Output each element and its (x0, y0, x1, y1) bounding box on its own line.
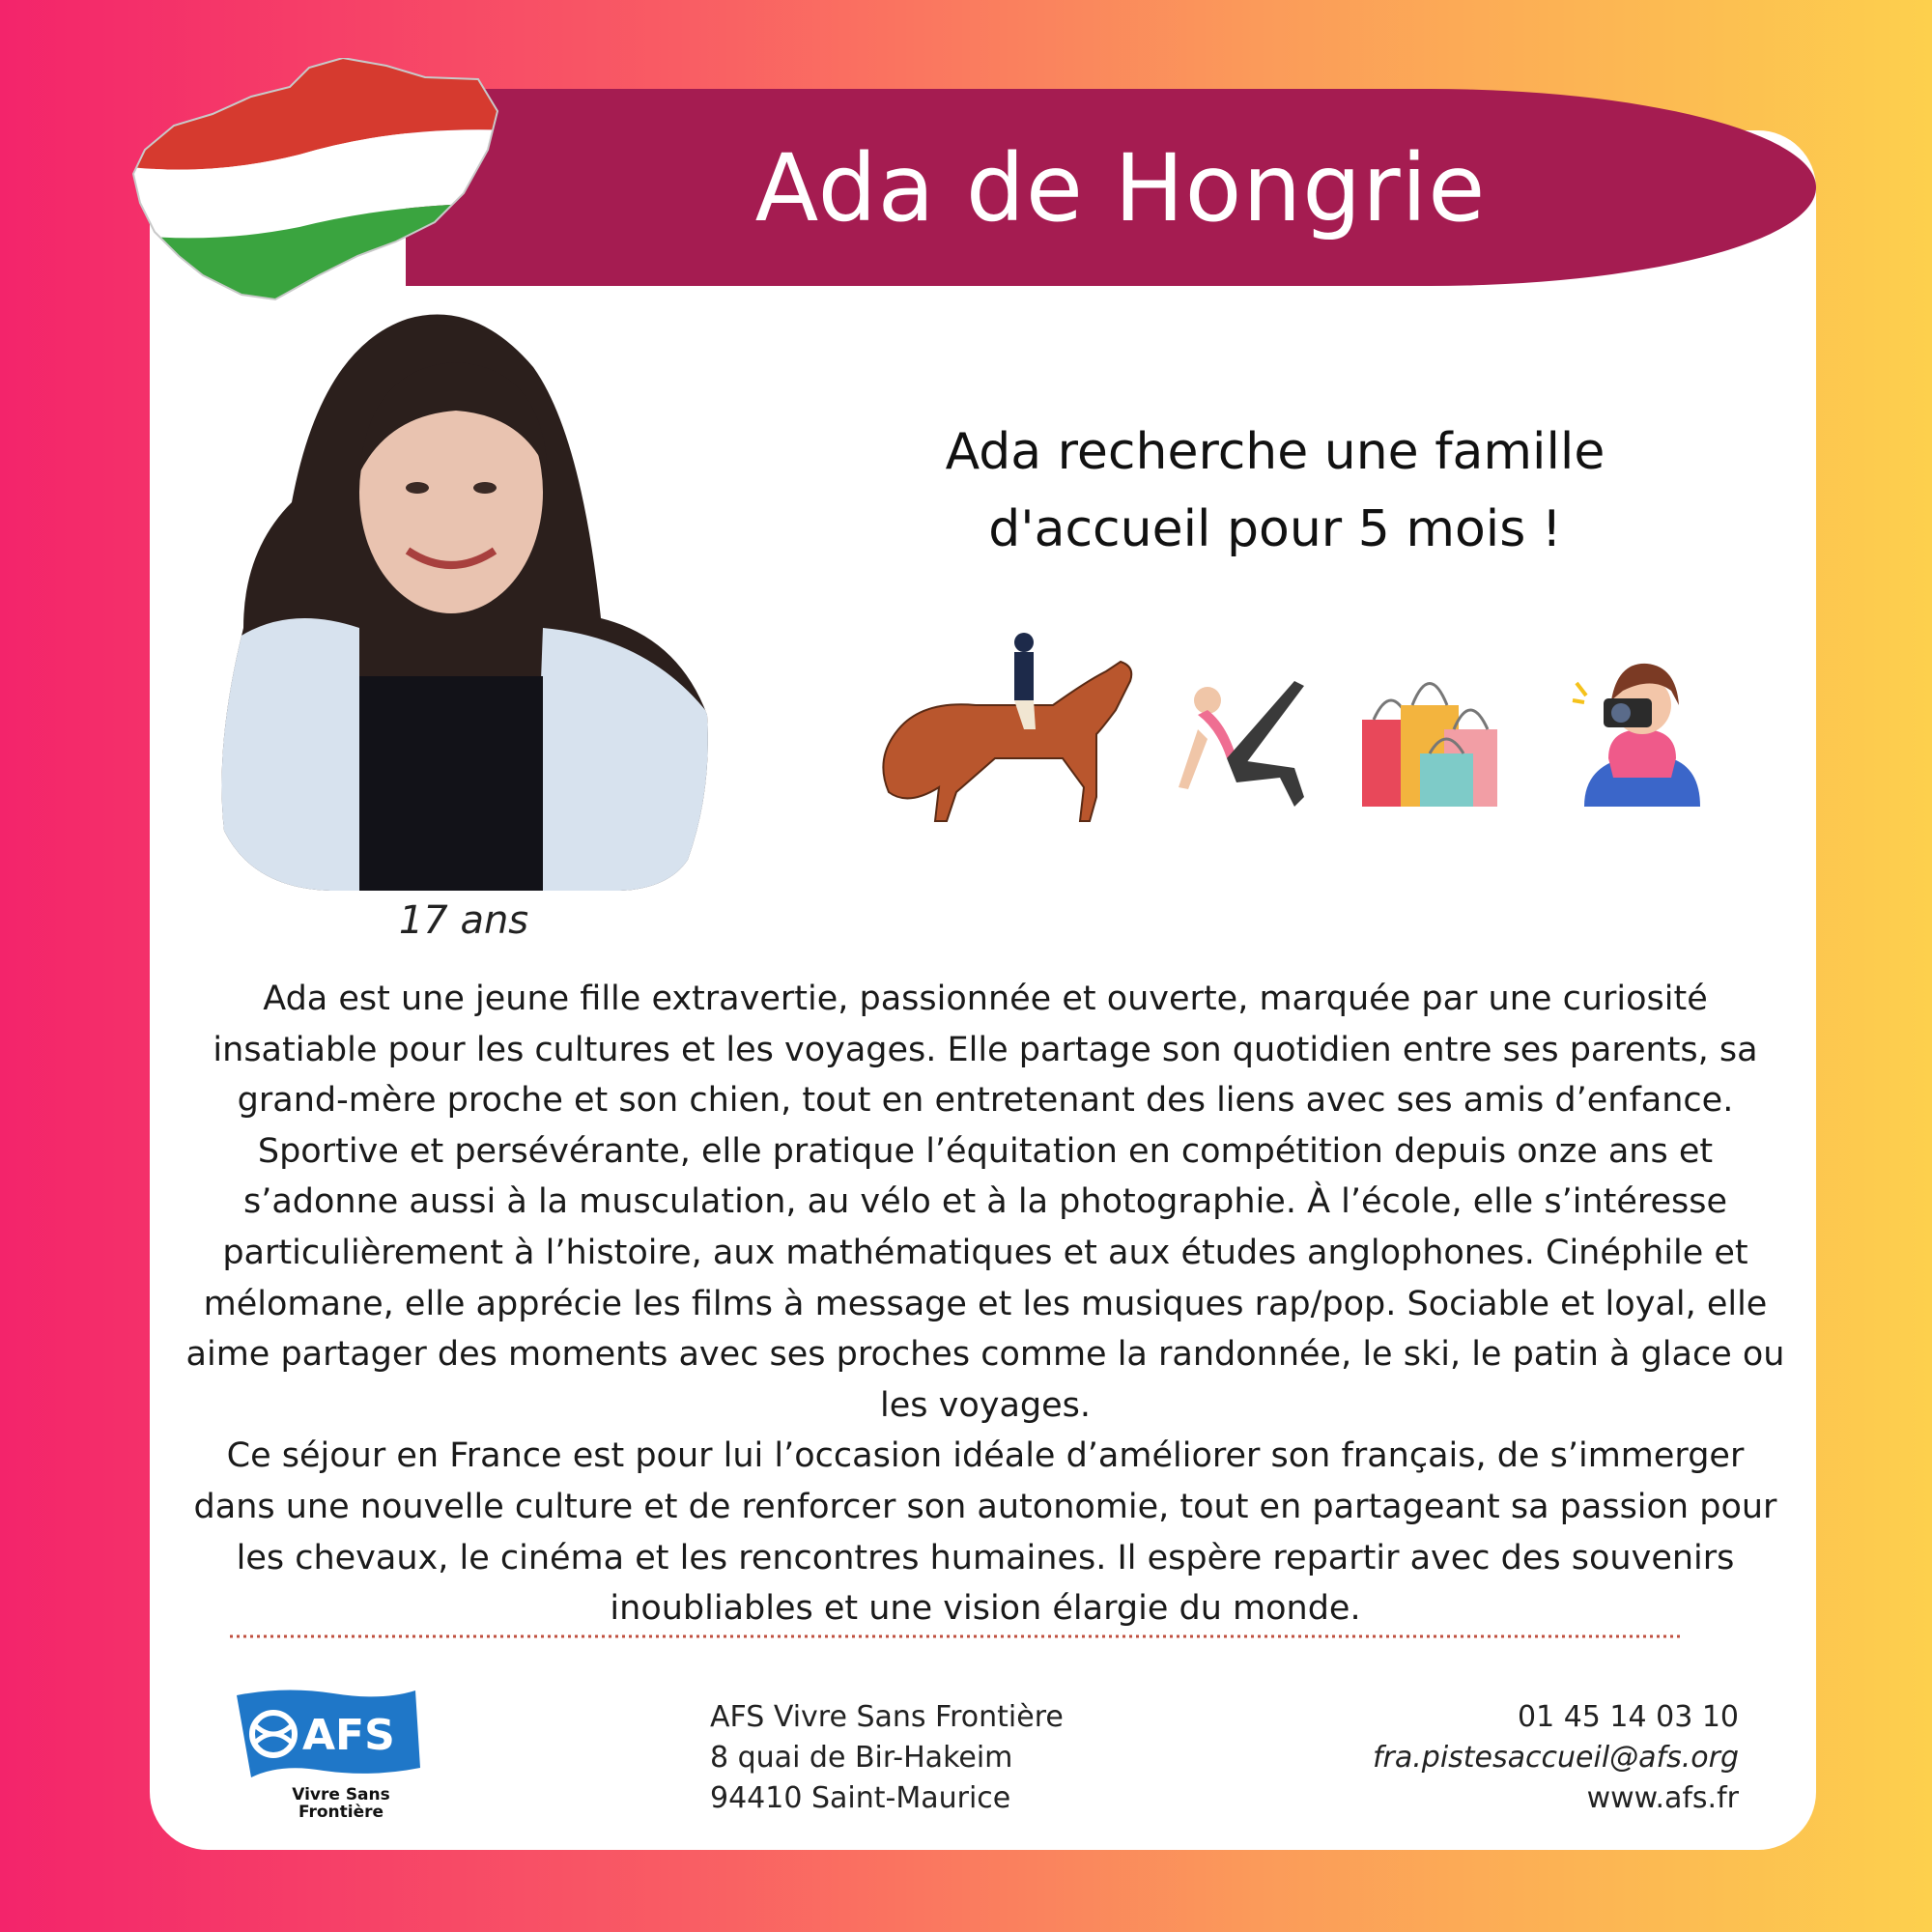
headline-line-2: d'accueil pour 5 mois ! (988, 500, 1562, 558)
shopping-bags-icon (1362, 684, 1497, 808)
profile-photo (214, 309, 709, 891)
horse-riding-icon (883, 633, 1131, 821)
hobbies-illustrations (869, 623, 1700, 836)
bio-paragraph-1: Ada est une jeune fille extravertie, passionnée et ouverte, marquée par une curiosité insatiable pour les cultures et les voyages. Elle partage son quotidien entre ses parents, sa grand-mère proche et son chien, tout en entretenant des liens avec ses amis d’enfance. Sportive et persévérante, elle pratique l’équitation en compétition depuis onze ans et s’adonne aussi à la musculation, au vélo et à la photographie. À l’école, elle s’intéresse particulièrement à l’histoire, aux mathématiques et aux études anglophones. Cinéphile et mélomane, elle apprécie les films à message et les musiques rap/pop. Sociable et loyal, elle aime partager des moments avec ses proches comme la randonnée, le ski, le patin à glace ou les voyages. (185, 980, 1785, 1425)
hungary-flag-map-icon (106, 58, 512, 319)
logo-tagline-1: Vivre Sans (292, 1785, 390, 1804)
spellcheck-underline (230, 1633, 1684, 1640)
bio-text (184, 974, 1787, 1634)
headline-line-1: Ada recherche une famille (945, 423, 1605, 481)
afs-logo (227, 1686, 425, 1821)
footer-org: AFS Vivre Sans Frontière (710, 1700, 1064, 1734)
footer-address (710, 1697, 1212, 1819)
footer-contact (1256, 1697, 1739, 1819)
photography-icon (1573, 664, 1700, 807)
footer-address-1: 8 quai de Bir-Hakeim (710, 1741, 1013, 1775)
footer-email[interactable]: fra.pistesaccueil@afs.org (1372, 1741, 1739, 1775)
fitness-icon (1179, 681, 1304, 807)
logo-tagline-2: Frontière (298, 1803, 384, 1821)
footer-phone[interactable]: 01 45 14 03 10 (1517, 1700, 1739, 1734)
logo-brand: AFS (302, 1711, 395, 1760)
age-label: 17 ans (398, 898, 529, 943)
footer-address-2: 94410 Saint-Maurice (710, 1781, 1011, 1815)
headline (850, 413, 1700, 568)
footer-website[interactable]: www.afs.fr (1586, 1781, 1739, 1815)
bio-paragraph-2: Ce séjour en France est pour lui l’occasion idéale d’améliorer son français, de s’immerger dans une nouvelle culture et de renforcer son autonomie, tout en partageant sa passion pour les chevaux, le cinéma et les rencontres humaines. Il espère repartir avec des souvenirs inoubliables et une vision élargie du monde. (193, 1436, 1777, 1629)
page-title: Ada de Hongrie (754, 134, 1487, 242)
